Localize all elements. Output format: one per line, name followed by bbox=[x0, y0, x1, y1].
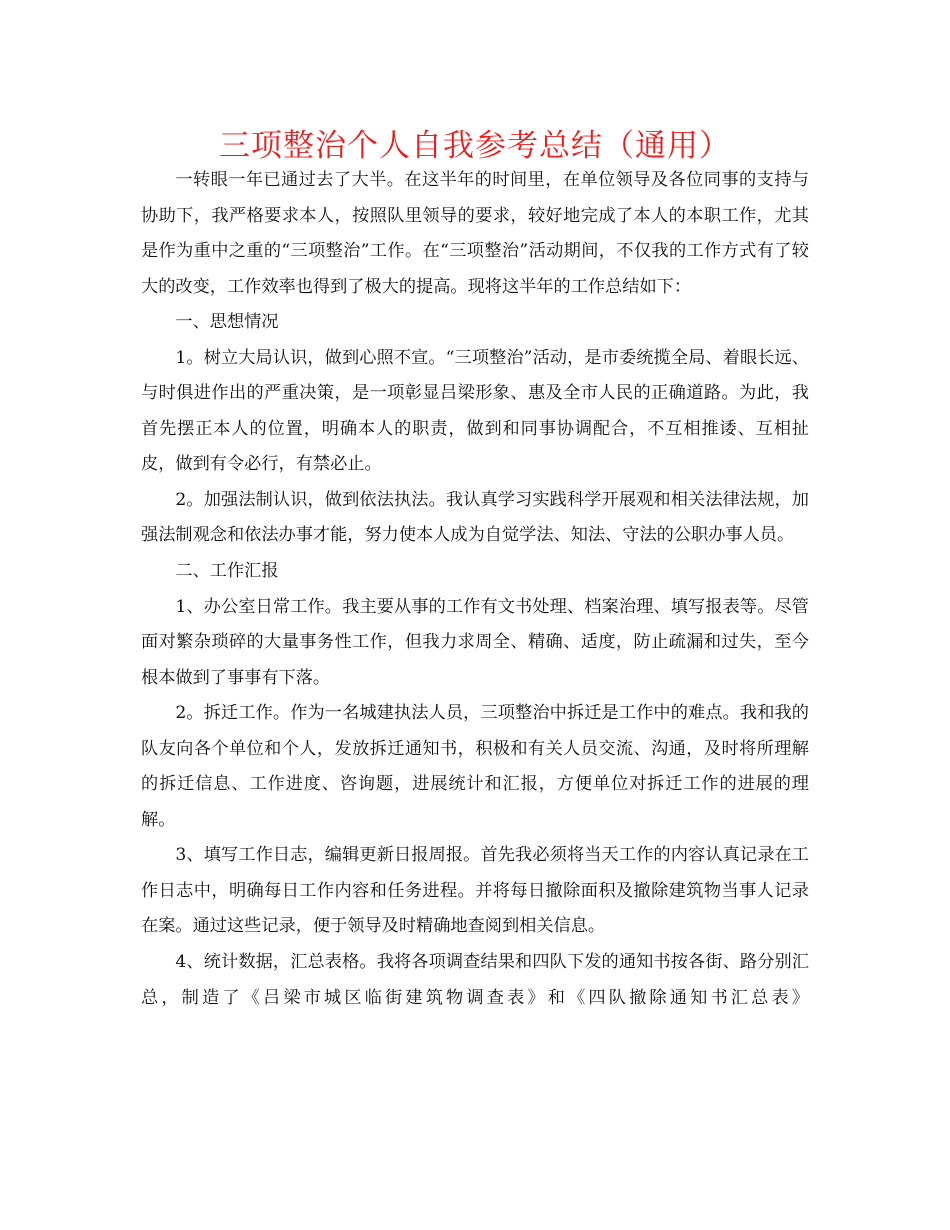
paragraph-work-1: 1、办公室日常工作。我主要从事的工作有文书处理、档案治理、填写报表等。尽管面对繁杂琐碎的大量事务性工作，但我力求周全、精确、适度，防止疏漏和过失，至今根本做到了事事有下落。 bbox=[141, 596, 809, 688]
paragraph-thoughts-1: 1。树立大局认识，做到心照不宣。“三项整治”活动，是市委统揽全局、着眼长远、与时俱进作出的严重决策，是一项彰显吕梁形象、惠及全市人民的正确道路。为此，我首先摆正本人的位置，明确本人的职责，做到和同事协调配合，不互相推诿、互相扯皮，做到有令必行，有禁必止。 bbox=[141, 347, 809, 475]
section-heading-work-report: 二、工作汇报 bbox=[175, 561, 279, 582]
section-heading-thoughts: 一、思想情况 bbox=[175, 312, 279, 333]
paragraph-thoughts-2: 2。加强法制认识，做到依法执法。我认真学习实践科学开展观和相关法律法规，加强法制观念和依法办事才能，努力使本人成为自觉学法、知法、守法的公职办事人员。 bbox=[141, 489, 809, 546]
paragraph-work-3: 3、填写工作日志，编辑更新日报周报。首先我必须将当天工作的内容认真记录在工作日志中，明确每日工作内容和任务进程。并将每日撤除面积及撤除建筑物当事人记录在案。通过这些记录，便于领导及时精确地查阅到相关信息。 bbox=[141, 845, 809, 937]
document-body bbox=[141, 163, 809, 1016]
paragraph-intro: 一转眼一年已通过去了大半。在这半年的时间里，在单位领导及各位同事的支持与协助下，我严格要求本人，按照队里领导的要求，较好地完成了本人的本职工作，尤其是作为重中之重的“三项整治”工作。在“三项整治”活动期间，不仅我的工作方式有了较大的改变，工作效率也得到了极大的提高。现将这半年的工作总结如下： bbox=[141, 170, 809, 297]
paragraph-work-4: 4、统计数据，汇总表格。我将各项调查结果和四队下发的通知书按各街、路分别汇总，制造了《吕梁市城区临街建筑物调查表》和《四队撤除通知书汇总表》 bbox=[141, 952, 809, 1008]
paragraph-work-2: 2。拆迁工作。作为一名城建执法人员，三项整治中拆迁是工作中的难点。我和我的队友向各个单位和个人，发放拆迁通知书，积极和有关人员交流、沟通，及时将所理解的拆迁信息、工作进度、咨询题，进展统计和汇报，方便单位对拆迁工作的进展的理解。 bbox=[141, 703, 809, 830]
document-title: 三项整治个人自我参考总结（通用） bbox=[219, 128, 731, 164]
